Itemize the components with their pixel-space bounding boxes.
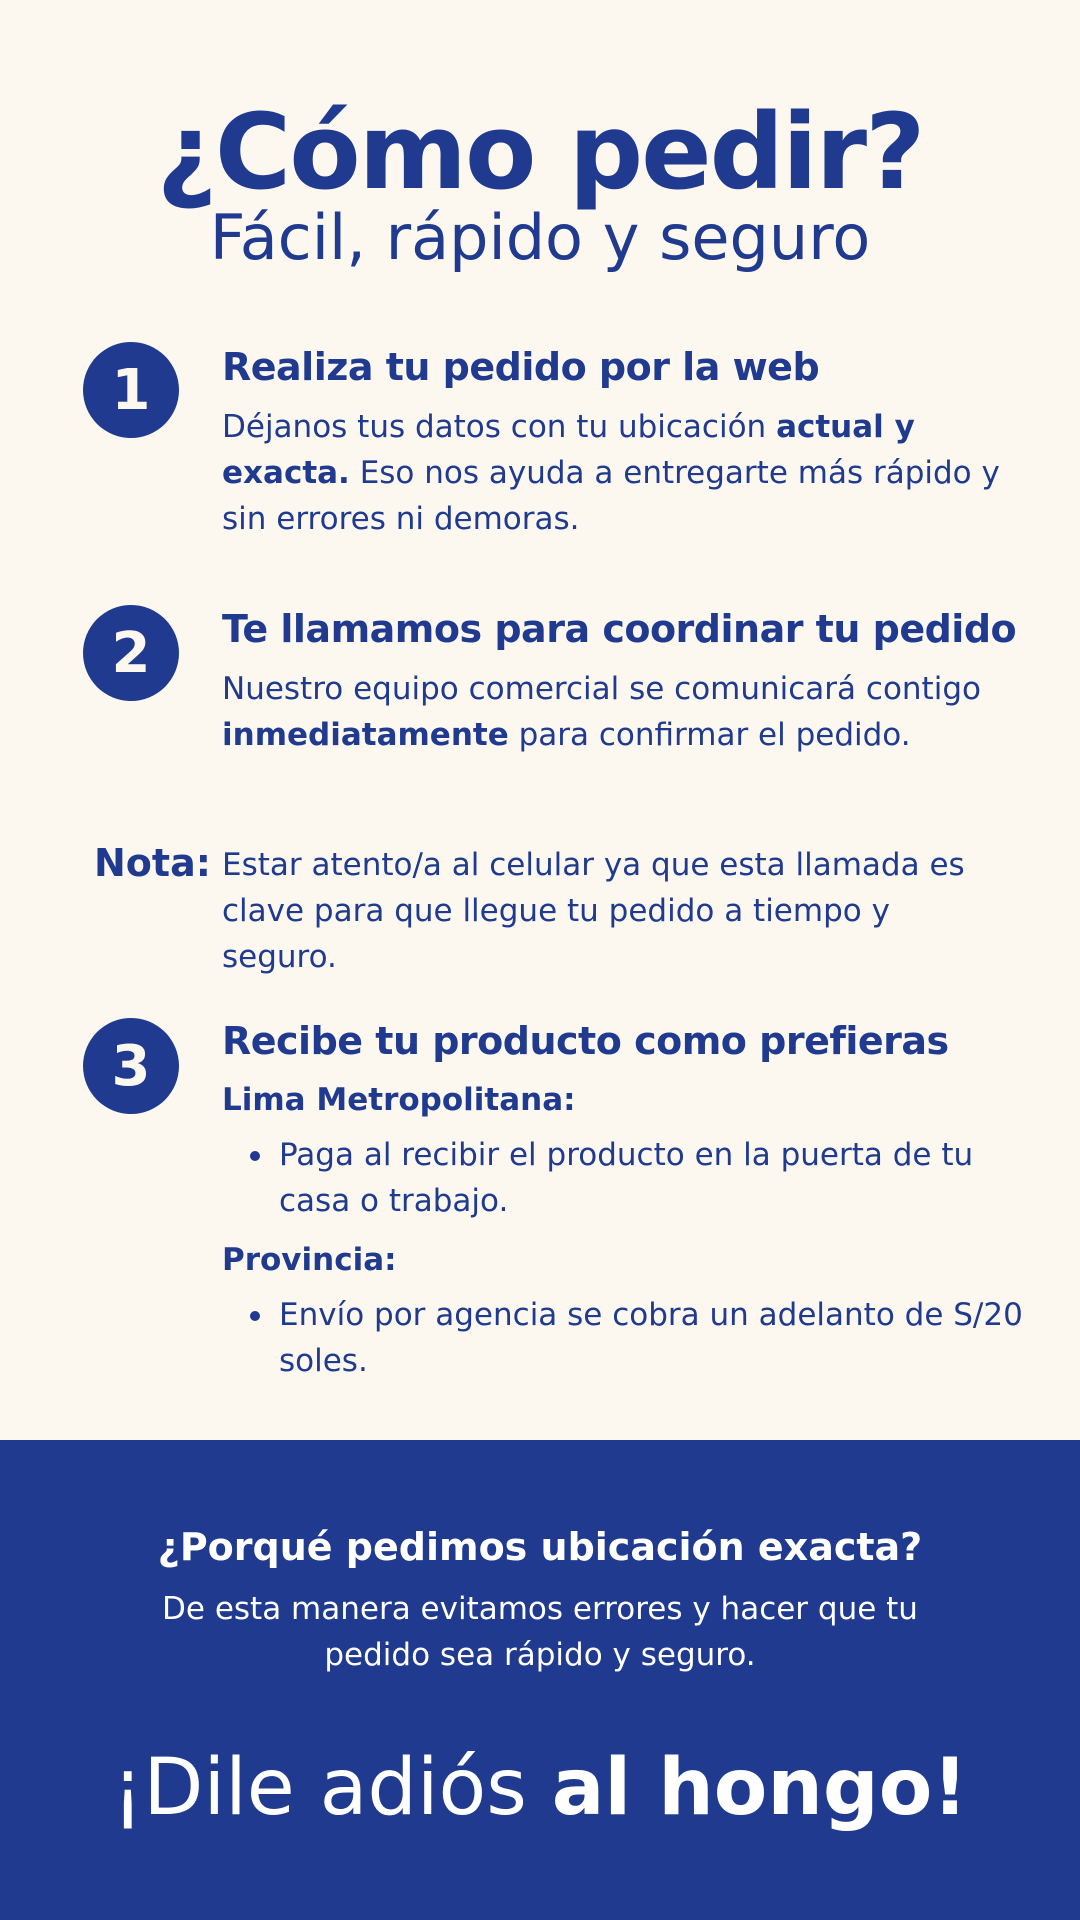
step-1 [222, 344, 1032, 542]
list-item [222, 1292, 1032, 1384]
footer-banner [0, 1440, 1080, 1920]
note-label: Nota: [94, 841, 211, 885]
step-1-title: Realiza tu pedido por la web [222, 345, 820, 389]
region-provincia-list [222, 1292, 1032, 1384]
step-2 [222, 606, 1032, 758]
step-3 [222, 1018, 1032, 1384]
step-1-text-end: Eso nos ayuda a entregarte más rápido y sin errores ni demoras. [222, 455, 1000, 537]
page-title: ¿Cómo pedir? [156, 91, 924, 213]
bullet-dot-icon [250, 1151, 260, 1161]
slogan [0, 1740, 1080, 1836]
step-3-title: Recibe tu producto como prefieras [222, 1019, 949, 1063]
region-lima-list [222, 1132, 1032, 1224]
step-1-text-bold: actual y exacta. [222, 409, 915, 491]
header [0, 91, 1080, 274]
bullet-dot-icon [250, 1311, 260, 1321]
page-subtitle: Fácil, rápido y seguro [209, 201, 871, 274]
region-label-lima: Lima Metropolitana: [222, 1082, 576, 1118]
list-item-text: Envío por agencia se cobra un adelanto de S/20 soles. [279, 1297, 1023, 1379]
step-1-text-start: Déjanos tus datos con tu ubicación [222, 409, 777, 445]
note-text: Estar atento/a al celular ya que esta llamada es clave para que llegue tu pedido a tiempo y seguro. [222, 847, 965, 975]
list-item [222, 1132, 1032, 1224]
step-1-number-badge: 1 [83, 342, 179, 438]
step-2-text-end: para confirmar el pedido. [508, 717, 911, 753]
step-1-text [222, 404, 1032, 542]
slogan-light: ¡Dile adiós [112, 1743, 552, 1833]
list-item-text: Paga al recibir el producto en la puerta de tu casa o trabajo. [279, 1137, 974, 1219]
step-2-text-start: Nuestro equipo comercial se comunicará contigo [222, 671, 981, 707]
step-2-number-badge: 2 [83, 605, 179, 701]
slogan-bold: al hongo! [551, 1743, 968, 1833]
step-2-text [222, 666, 1032, 758]
step-3-number-badge: 3 [83, 1018, 179, 1114]
footer-question: ¿Porqué pedimos ubicación exacta? [157, 1525, 923, 1569]
region-label-provincia: Provincia: [222, 1242, 397, 1278]
footer-answer: De esta manera evitamos errores y hacer que tu pedido sea rápido y seguro. [162, 1591, 918, 1673]
step-2-title: Te llamamos para coordinar tu pedido [222, 607, 1017, 651]
step-2-text-bold: inmediatamente [222, 717, 509, 753]
